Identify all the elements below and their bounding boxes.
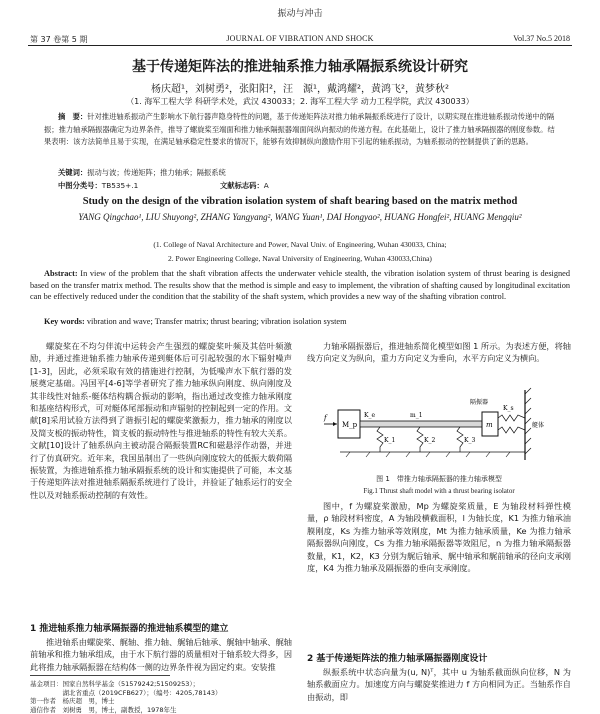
- footnote-rule: [30, 675, 170, 676]
- figure-caption-en: Fig.1 Thrust shaft model with a thrust bearing isolator: [307, 487, 571, 495]
- abstract-cn: [44, 111, 556, 149]
- authors-en: YANG Qingchao¹, LIU Shuyong², ZHANG Yangyang², WANG Yuan¹, DAI Hongyao², HUANG Hongfei², HUANG Mengqiu²: [40, 211, 560, 223]
- footnote-line: 第一作者 杨庆超 男，博士: [30, 697, 292, 706]
- header-rule: [28, 45, 572, 46]
- propeller-mass-label: M_p: [342, 421, 358, 429]
- hull-hatching: [525, 388, 531, 454]
- spring-k1-label: K_1: [384, 437, 395, 444]
- intro-paragraph: 螺旋桨在不均匀伴流中运转会产生强烈的螺旋桨叶频及其倍叶频激励，并通过推进轴系推力轴承传递到艇体后可引起较强的水下辐射噪声[1-3]，因此，必须采取有效的措施进行控制，为低噪声水下航行器的发展奠定基础。冯国平[4-6]等学者研究了推力轴承纵向刚度、纵向刚度及其非线性对轴系-艇体结构耦合振动的影响，指出通过改变推力轴承刚度和基座结构形式，可对艇体尾部振动和声辐射的控制起到一定的作用。文献[8]采用试验方法得到了谐振引起的螺旋桨激振力，推力轴承的刚度以及简支板的振动特性，简支板的振动特性与推进轴系的特性有较大关系。文献[10]设计了轴系纵向主被动混合隔振装置RC和磁悬浮作动器，并进行了仿真研究。近年来，我国虽制出了一些纵向刚度较大的低振大载荷隔振装置，为推进轴系推力轴承隔振系统的设计和实施提供了可能，本文基于传递矩阵法对推进轴系隔振系统进行了设计，并验证了轴系运行的安全性以及对轴系振动控制的有效性。: [30, 340, 292, 501]
- volume-issue-cn: 第 37 卷第 5 期: [30, 34, 87, 45]
- section-2-body: 纵振系统中状态向量为(u, N)ᵀ，其中 u 为轴系截面纵向位移，N 为轴系截面应力。加速度方向与螺旋桨推进力 f 方向相同为正。当轴系作自由振动，即: [307, 666, 571, 703]
- spring-ke-label: K_e: [364, 412, 375, 419]
- volume-issue-en: Vol.37 No.5 2018: [513, 34, 570, 43]
- class-no-label: 中图分类号：: [58, 181, 102, 190]
- keywords-cn: [58, 168, 226, 178]
- authors-cn: 杨庆超¹，刘树勇²，张阳阳²，汪 源¹，戴鸿耀²，黄鸿飞²，黄梦秋²: [0, 80, 600, 95]
- section-1-body: 推进轴系由螺旋桨、艉轴、推力轴、艉轴后轴承、艉轴中轴承、艉轴前轴承和推力轴承组成，由于水下航行器的质量相对于轴系较大得多，因此将推力轴承隔振器在结构体一侧的边界条件视为固定约束。安装推: [30, 636, 292, 673]
- footnote-line: 通信作者 刘树勇 男，博士，副教授，1978年生: [30, 706, 292, 714]
- keywords-en-text: vibration and wave; Transfer matrix; thrust bearing; vibration isolation system: [85, 317, 347, 326]
- parameter-description: 图中，f 为螺旋桨激励，Mp 为螺旋桨质量，E 为轴段材料弹性模量，ρ 轴段材料密度，A 为轴段横截面积，l 为轴长度，K1 为推力轴承油膜刚度，Ks 为推力轴承等效刚度，Mt 为推力轴承质量，Ke 为推力轴承隔振器纵向刚度，Cs 为推力轴承隔振器等效阻尼，n 为推力轴承隔振器数量，K1，K2，K3 分别为艉后轴承、艉中轴承和艉前轴承的径向支承刚度，K4 为推力轴承及隔振器的垂向支承刚度。: [307, 500, 571, 574]
- abstract-cn-label: 摘 要：: [58, 112, 87, 121]
- footnote-line: 湖北省重点（2019CFB627）；（编号：4205,78143）: [30, 689, 292, 698]
- keywords-cn-text: 振动与波；传递矩阵；推力轴承；隔振系统: [87, 168, 226, 177]
- doc-code-value: A: [264, 181, 269, 190]
- isolator-label: 隔振器: [470, 398, 488, 406]
- shaft: [360, 421, 482, 427]
- figure-caption-cn: 图 1 带推力轴承隔振器的推力轴承模型: [307, 474, 571, 484]
- shaft-model-figure: [320, 380, 560, 470]
- class-no-value: TB535+.1: [102, 181, 138, 190]
- ground-hatching: [346, 452, 510, 457]
- doc-code-label: 文献标志码：: [220, 181, 264, 190]
- classification-number: [58, 181, 138, 191]
- model-intro-paragraph: 力轴承隔振器后，推进轴系简化模型如图 1 所示。为表述方便，将轴线方向定义为纵向，重力方向定义为垂向，水平方向定义为横向。: [307, 340, 571, 365]
- spring-k3-label: K_3: [464, 437, 475, 444]
- abstract-cn-text: 针对推进轴系振动产生影响水下航行器声隐身特性的问题，基于传递矩阵法对推力轴承隔振系统进行了设计，以期实现在推进轴系振动传递中的隔振；推力轴承隔振器确定为边界条件，推导了螺旋桨至端面和推力轴承隔振器端面间纵向振动的传递方程。在此基础上，设计了推力轴承隔振器的刚度参数。结果表明：该方法简单且易于实现，在满足轴承稳定性要求的情况下，能够有效抑制纵向激励作用下引起的轴系振动，为轴系振动的控制提供了新的思路。: [44, 112, 555, 146]
- keywords-en-label: Key words:: [44, 317, 85, 326]
- hull-label: 艇体: [532, 421, 544, 429]
- isolator-springs: [498, 415, 525, 433]
- affiliation-en-1: (1. College of Naval Architecture and Power, Naval Univ. of Engineering, Wuhan 430033, China;: [0, 240, 600, 249]
- excitation-label: f: [323, 414, 328, 422]
- keywords-cn-label: 关键词：: [58, 168, 87, 177]
- paper-title-en: Study on the design of the vibration isolation system of shaft bearing based on the matrix method: [0, 196, 600, 207]
- keywords-en: [44, 317, 564, 326]
- journal-title-cn: 振动与冲击: [0, 6, 600, 19]
- paper-title-cn: 基于传递矩阵法的推进轴系推力轴承隔振系统设计研究: [0, 56, 600, 76]
- shaft-label: m_1: [410, 412, 423, 419]
- document-code: [220, 181, 269, 191]
- isolator-stiffness-label: K_s: [503, 405, 514, 412]
- section-2-heading: 2 基于传递矩阵法的推力轴承隔振器刚度设计: [307, 651, 487, 664]
- affiliation-cn: （1. 海军工程大学 科研学术处，武汉 430033；2. 海军工程大学 动力工程学院，武汉 430033）: [0, 96, 600, 107]
- excitation-arrow-head: [333, 422, 337, 426]
- section-1-heading: 1 推进轴系推力轴承隔振器的推进轴系模型的建立: [30, 621, 228, 634]
- spring-k2-label: K_2: [424, 437, 435, 444]
- thrust-bearing-label: m: [486, 421, 493, 429]
- abstract-en: [30, 268, 570, 303]
- abstract-en-text: In view of the problem that the shaft vibration affects the underwater vehicle stealth, the vibration isolation system of thrust bearing is designed based on the transfer matrix method. The results show that the method is simple and easy to implement, the vibration of shafting caused by longitudinal excitation can be effectively reduced under the condition that the stability of the shaft system, which provides a new way of the shafting vibration control.: [30, 269, 570, 301]
- journal-title-en: JOURNAL OF VIBRATION AND SHOCK: [150, 34, 450, 43]
- footnote-line: 基金项目：国家自然科学基金（51579242;51509253）；: [30, 680, 292, 689]
- abstract-en-label: Abstract:: [44, 269, 78, 278]
- affiliation-en-2: 2. Power Engineering College, Naval University of Engineering, Wuhan 430033,China): [0, 254, 600, 263]
